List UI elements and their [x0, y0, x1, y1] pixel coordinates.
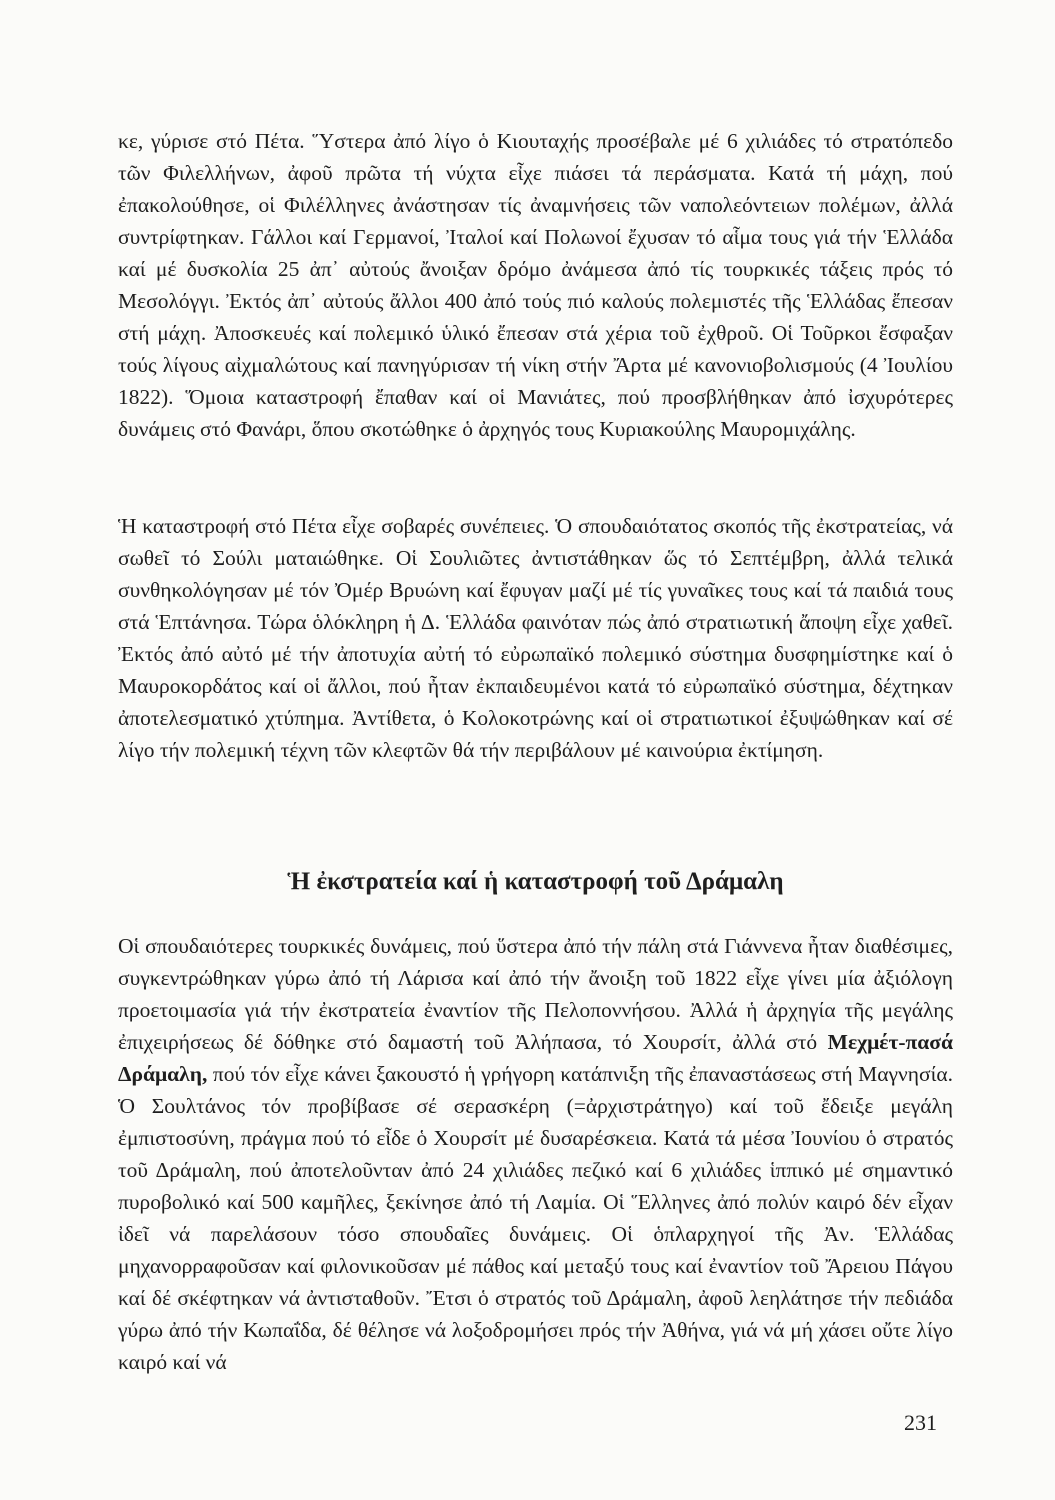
page-number: 231 [904, 1410, 937, 1435]
paragraph-text-end: πού τόν εἶχε κάνει ξακουστό ἡ γρήγορη κατάπνιξη τῆς ἐπαναστάσεως στή Μαγνησία. Ὁ Σουλτάνος τόν προβίβασε σέ σερασκέρη (=ἀρχιστράτηγο) καί τοῦ ἔδειξε μεγάλη ἐμπιστοσύνη, πράγμα πού τό εἶδε ὁ Χουρσίτ μέ δυσαρέσκεια. Κατά τά μέσα Ἰουνίου ὁ στρατός τοῦ Δράμαλη, πού ἀποτελοῦνταν ἀπό 24 χιλιάδες πεζικό καί 6 χιλιάδες ἱππικό μέ σημαντικό πυροβολικό καί 500 καμῆλες, ξεκίνησε ἀπό τή Λαμία. Οἱ Ἕλληνες ἀπό πολύν καιρό δέν εἶχαν ἰδεῖ νά παρελάσουν τόσο σπουδαῖες δυνάμεις. Οἱ ὁπλαρχηγοί τῆς Ἀν. Ἑλλάδας μηχανορραφοῦσαν καί φιλονικοῦσαν μέ πάθος καί μεταξύ τους καί ἐναντίον τοῦ Ἄρειου Πάγου καί δέ σκέφτηκαν νά ἀντισταθοῦν. Ἔτσι ὁ στρατός τοῦ Δράμαλη, ἀφοῦ λεηλάτησε τήν πεδιάδα γύρω ἀπό τήν Κωπαΐδα, δέ θέλησε νά λοξοδρομήσει πρός τήν Ἀθήνα, γιά νά μή χάσει οὔτε λίγο καιρό καί νά [118, 1062, 953, 1374]
paragraph-text: Ἡ καταστροφή στό Πέτα εἶχε σοβαρές συνέπειες. Ὁ σπουδαιότατος σκοπός τῆς ἐκστρατείας, νά σωθεῖ τό Σούλι ματαιώθηκε. Οἱ Σουλιῶτες ἀντιστάθηκαν ὥς τό Σεπτέμβρη, ἀλλά τελικά συνθηκολόγησαν μέ τόν Ὀμέρ Βρυώνη καί ἔφυγαν μαζί μέ τίς γυναῖκες τους καί τά παιδιά τους στά Ἑπτάνησα. Τώρα ὁλόκληρη ἡ Δ. Ἑλλάδα φαινόταν πώς ἀπό στρατιωτική ἄποψη εἶχε χαθεῖ. Ἐκτός ἀπό αὐτό μέ τήν ἀποτυχία αὐτή τό εὐρωπαϊκό πολεμικό σύστημα δυσφημίστηκε καί ὁ Μαυροκορδάτος καί οἱ ἄλλοι, πού ἦταν ἐκπαιδευμένοι κατά τό εὐρωπαϊκό σύστημα, δέχτηκαν ἀποτελεσματικό χτύπημα. Ἀντίθετα, ὁ Κολοκοτρώνης καί οἱ στρατιωτικοί ἐξυψώθηκαν καί σέ λίγο τήν πολεμική τέχνη τῶν κλεφτῶν θά τήν περιβάλουν μέ καινούρια ἐκτίμηση. [118, 514, 953, 762]
paragraph-1 [118, 125, 953, 445]
paragraph-3 [118, 930, 953, 1378]
bold-name: Μεχμέτ-πασά Δράμαλη, [118, 1030, 953, 1086]
paragraph-text-start: Οἱ σπουδαιότερες τουρκικές δυνάμεις, πού ὕστερα ἀπό τήν πάλη στά Γιάννενα ἦταν διαθέσιμες, συγκεντρώθηκαν γύρω ἀπό τή Λάρισα καί ἀπό τήν ἄνοιξη τοῦ 1822 εἶχε γίνει μία ἀξιόλογη προετοιμασία γιά τήν ἐκστρατεία ἐναντίον τῆς Πελοποννήσου. Ἀλλά ἡ ἀρχηγία τῆς μεγάλης ἐπιχειρήσεως δέ δόθηκε στό δαμαστή τοῦ Ἀλήπασα, τό Χουρσίτ, ἀλλά στό [118, 934, 953, 1054]
section-heading: Ἡ ἐκστρατεία καί ἡ καταστροφή τοῦ Δράμαλη [287, 868, 784, 895]
paragraph-text: κε, γύρισε στό Πέτα. Ὕστερα ἀπό λίγο ὁ Κιουταχής προσέβαλε μέ 6 χιλιάδες τό στρατόπεδο τῶν Φιλελλήνων, ἀφοῦ πρῶτα τή νύχτα εἶχε πιάσει τά περάσματα. Κατά τή μάχη, πού ἐπακολούθησε, οἱ Φιλέλληνες ἀνάστησαν τίς ἀναμνήσεις τῶν ναπολεόντειων πολέμων, ἀλλά συντρίφτηκαν. Γάλλοι καί Γερμανοί, Ἰταλοί καί Πολωνοί ἔχυσαν τό αἷμα τους γιά τήν Ἑλλάδα καί μέ δυσκολία 25 ἀπ᾿ αὐτούς ἄνοιξαν δρόμο ἀνάμεσα ἀπό τίς τουρκικές τάξεις πρός τό Μεσολόγγι. Ἐκτός ἀπ᾿ αὐτούς ἄλλοι 400 ἀπό τούς πιό καλούς πολεμιστές τῆς Ἑλλάδας ἔπεσαν στή μάχη. Ἀποσκευές καί πολεμικό ὑλικό ἔπεσαν στά χέρια τοῦ ἐχθροῦ. Οἱ Τοῦρκοι ἔσφαξαν τούς λίγους αἰχμαλώτους καί πανηγύρισαν τή νίκη στήν Ἄρτα μέ κανονιοβολισμούς (4 Ἰουλίου 1822). Ὅμοια καταστροφή ἔπαθαν καί οἱ Μανιάτες, πού προσβλήθηκαν ἀπό ἰσχυρότερες δυνάμεις στό Φανάρι, ὅπου σκοτώθηκε ὁ ἀρχηγός τους Κυριακούλης Μαυρομιχάλης. [118, 129, 953, 441]
paragraph-2 [118, 510, 953, 766]
